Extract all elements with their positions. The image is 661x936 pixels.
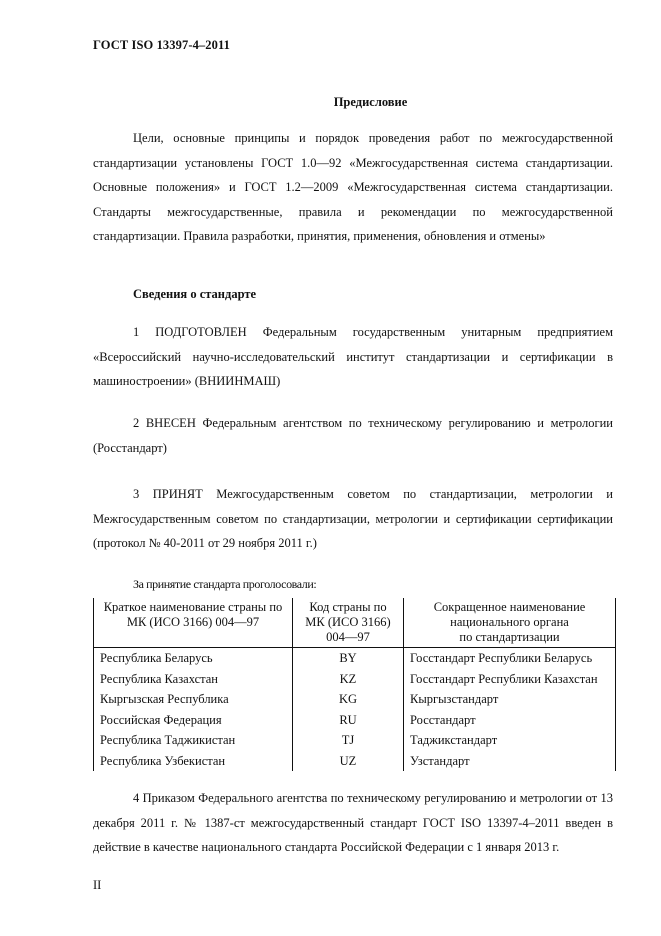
header-code-line: Код страны по <box>309 600 387 614</box>
cell-code: KG <box>293 689 404 710</box>
preface-title: Предисловие <box>333 95 408 109</box>
cell-code: RU <box>293 710 404 731</box>
cell-code: BY <box>293 648 404 669</box>
cell-code: TJ <box>293 730 404 751</box>
info-item-2: 2 ВНЕСЕН Федеральным агентством по техническому регулированию и метрологии (Росстандарт) <box>93 416 613 455</box>
table-row <box>94 689 616 710</box>
cell-country: Республика Беларусь <box>94 648 293 669</box>
vote-label: За принятие стандарта проголосовали: <box>133 577 317 591</box>
table-row <box>94 710 616 731</box>
document-code-header: ГОСТ ISO 13397-4–2011 <box>93 38 230 52</box>
cell-code: KZ <box>293 669 404 690</box>
header-country-line: Краткое наименование страны по <box>103 600 283 614</box>
cell-country: Республика Таджикистан <box>94 730 293 751</box>
cell-body: Кыргызстандарт <box>404 689 616 710</box>
cell-body: Госстандарт Республики Беларусь <box>404 648 616 669</box>
info-item-4: 4 Приказом Федерального агентства по техническому регулированию и метрологии от 13 декабря 2011 г. № 1387-ст межгосударственный стандарт ГОСТ ISO 13397-4–2011 введен в действие в качестве национального стандарта Российской Федерации с 1 января 2013 г. <box>93 791 613 854</box>
header-code-line: МК (ИСО 3166) <box>305 615 391 629</box>
cell-body: Таджикстандарт <box>404 730 616 751</box>
header-body-line: национального органа <box>450 615 569 629</box>
header-body <box>404 598 616 648</box>
table-row <box>94 648 616 669</box>
cell-body: Узстандарт <box>404 751 616 772</box>
cell-body: Госстандарт Республики Казахстан <box>404 669 616 690</box>
cell-code: UZ <box>293 751 404 772</box>
info-item-1: 1 ПОДГОТОВЛЕН Федеральным государственным унитарным предприятием «Всероссийский научно-исследовательский институт стандартизации и сертификации в машиностроении» (ВНИИНМАШ) <box>93 325 613 388</box>
countries-table <box>93 598 616 771</box>
header-body-line: по стандартизации <box>459 630 560 644</box>
info-item-3: 3 ПРИНЯТ Межгосударственным советом по стандартизации, метрологии и Межгосударственным советом по стандартизации, метрологии и сертификации сертификации (протокол № 40-2011 от 29 ноября 2011 г.) <box>93 487 613 550</box>
cell-country: Российская Федерация <box>94 710 293 731</box>
table-row <box>94 751 616 772</box>
header-country <box>94 598 293 648</box>
table-row <box>94 730 616 751</box>
cell-country: Республика Казахстан <box>94 669 293 690</box>
cell-body: Росстандарт <box>404 710 616 731</box>
header-code <box>293 598 404 648</box>
header-country-line: МК (ИСО 3166) 004—97 <box>126 615 260 629</box>
standard-info-heading: Сведения о стандарте <box>133 287 257 301</box>
preface-paragraph: Цели, основные принципы и порядок проведения работ по межгосударственной стандартизации установлены ГОСТ 1.0—92 «Межгосударственная система стандартизации. Основные положения» и ГОСТ 1.2—2009 «Межгосударственная система стандартизации. Стандарты межгосударственные, правила и рекомендации по межгосударственной стандартизации. Правила разработки, принятия, применения, обновления и отмены» <box>93 131 613 243</box>
cell-country: Кыргызская Республика <box>94 689 293 710</box>
page-number: II <box>93 878 102 892</box>
table-header-row <box>94 598 616 648</box>
header-code-line: 004—97 <box>326 630 370 644</box>
header-body-line: Сокращенное наименование <box>433 600 586 614</box>
cell-country: Республика Узбекистан <box>94 751 293 772</box>
table-row <box>94 669 616 690</box>
